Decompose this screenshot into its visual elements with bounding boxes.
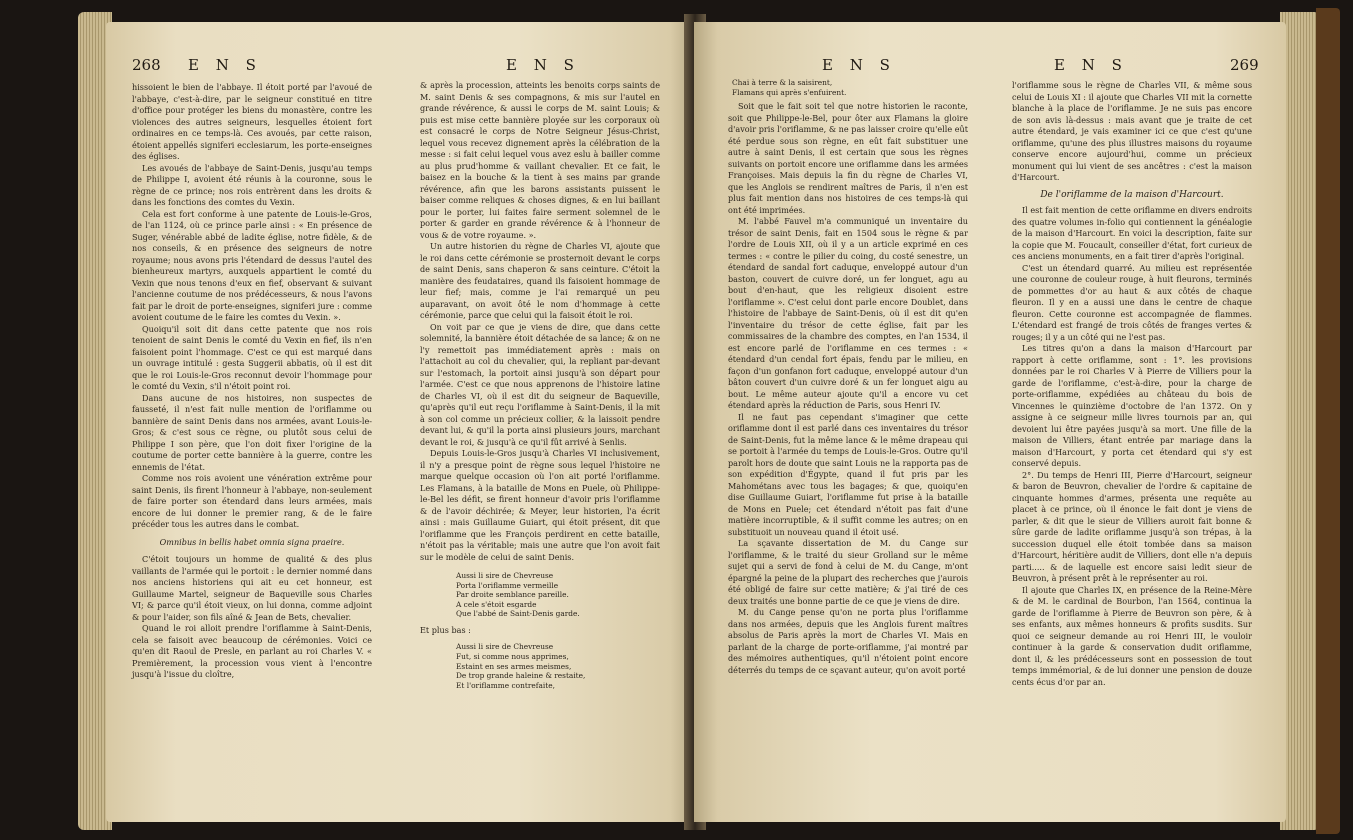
book-cover-edge	[1316, 8, 1340, 834]
paragraph: M. du Cange pense qu'on ne porta plus l'oriflamme dans nos armées, depuis que les Anglois furent maîtres absolus de Paris après la mort de Charles VI. Mais en parlant de la charge de porte-oriflamme, j'ai montré par des mémoires authentiques, qu'il n'étoient point encore déterrés du temps de ce sçavant auteur, qu'on avoit porté	[728, 607, 968, 675]
paragraph: Depuis Louis-le-Gros jusqu'à Charles VI inclusivement, il n'y a presque point de règne sous lequel l'histoire ne marque quelque occasion où l'on ait porté l'oriflamme. Les Flamans, à la bataille de Mons en Puele, où Philippe-le-Bel les défit, se firent honneur d'avoir pris l'oriflamme & de l'avoir déchirée; & Meyer, leur historien, l'a écrit ainsi : mais Guillaume Guiart, qui étoit présent, dit que l'oriflamme que les François perdirent en cette bataille, n'étoit pas la véritable; mais une autre que l'on avoit fait sur le modèle de celui de saint Denis.	[420, 448, 660, 562]
verse-line: Et l'oriflamme contrefaite,	[456, 680, 555, 690]
verse-line: Estaint en ses armes meismes,	[456, 661, 572, 671]
right-column-1	[728, 78, 968, 676]
right-column-2	[1012, 80, 1252, 688]
running-header-right: E N S	[1054, 56, 1128, 74]
section-heading: De l'oriflamme de la maison d'Harcourt.	[1040, 189, 1224, 200]
right-page	[694, 22, 1286, 822]
paragraph: C'étoit toujours un homme de qualité & des plus vaillants de l'armée qui le portoit : le dernier nommé dans nos anciens historiens qui ait eu cet honneur, est Guillaume Martel, seigneur de Baqueville sous Charles VI; & parce qu'il étoit vieux, on lui donna, comme adjoint & pour l'aider, son fils aîné & Jean de Bets, chevalier.	[132, 554, 372, 622]
paragraph: 2°. Du temps de Henri III, Pierre d'Harcourt, seigneur & baron de Beuvron, chevalier de l'ordre & capitaine de cinquante hommes d'armes, présenta une requête au placet à ce prince, où il énonce le fait dont je viens de parler, & dit que le sieur de Villiers auroit fait bonne & sûre garde de ladite oriflamme jusqu'à son trépas, à la succession duquel elle étoit tombée dans sa maison d'Harcourt, héritière audit de Villiers, dont elle n'a depuis parti..... & de laquelle est encore saisi ledit sieur de Beuvron, à présent prêt à le représenter au roi.	[1012, 469, 1252, 583]
paragraph: Les titres qu'on a dans la maison d'Harcourt par rapport à cette oriflamme, sont : 1°. les provisions données par le roi Charles V à Pierre de Villiers pour la garde de l'oriflamme, c'est-à-dire, pour la charge de porte-oriflamme, expédiées au château du bois de Vincennes le quinzième d'octobre de l'an 1372. On y assigne à ce seigneur mille livres tournois par an, qui devoient lui être payées jusqu'à sa mort. Une fille de la maison de Villiers, étant entrée par mariage dans la maison d'Harcourt, y porta cet étendard qui s'y est conservé depuis.	[1012, 343, 1252, 468]
verse-line: Porta l'oriflamme vermeille	[456, 580, 559, 590]
paragraph: Quoiqu'il soit dit dans cette patente que nos rois tenoient de saint Denis le comté du Vexin en fief, ils n'en faisoient point l'hommage. C'est ce qui est marqué dans un ouvrage intitulé : gesta Suggerii abbatis, où il est dit que le roi Louis-le-Gros reconnut devoir l'hommage pour le comté du Vexin, s'il n'étoit point roi.	[132, 323, 372, 391]
verse-line: A cele s'étoit esgarde	[456, 599, 537, 609]
paragraph: l'oriflamme sous le règne de Charles VII, & même sous celui de Louis XI : il ajoute que Charles VII mit la cornette blanche à la place de l'oriflamme. Je ne suis pas encore de son avis là-dessus : mais avant que je traite de cet autre étendard, je vais examiner ici ce que c'est qu'une oriflamme, qu'une des plus illustres maisons du royaume conserve encore aujourd'hui, comme un précieux monument qui lui vient de ses ancêtres : c'est la maison d'Harcourt.	[1012, 80, 1252, 182]
verse-line: Fut, si comme nous apprimes,	[456, 652, 569, 662]
right-page-edges	[1280, 12, 1320, 830]
paragraph: Dans aucune de nos histoires, non suspectes de fausseté, il n'est fait nulle mention de l'oriflamme ou bannière de saint Denis dans nos armées, avant Louis-le-Gros; & c'est sous ce règne, ou plutôt sous celui de Philippe I son père, que l'on doit fixer l'origine de la coutume de porter cette bannière à la guerre, contre les ennemis de l'état.	[132, 392, 372, 472]
paragraph: Cela est fort conforme à une patente de Louis-le-Gros, de l'an 1124, où ce prince parle ainsi : « En présence de Suger, vénérable abbé de ladite église, notre fidèle, & de nos conseils, & en présence des seigneurs de notre royaume; nous avons pris l'étendard de dessus l'autel des bienheureux martyrs, auxquels appartient le comté du Vexin que nous tenons d'eux en fief, observant & suivant l'ancienne coutume de nos prédécesseurs, & nous l'avons fait par le droit de porte-enseignes, signiferi jure : comme avoient coutume de le faire les comtes du Vexin. ».	[132, 208, 372, 322]
left-page	[106, 22, 694, 822]
paragraph: Et plus bas :	[420, 624, 471, 635]
page-number-left: 268	[132, 56, 161, 74]
latin-quote: Omnibus in bellis habet omnia signa praeire.	[159, 536, 345, 547]
verse-line: Aussi li sire de Chevreuse	[456, 642, 554, 652]
paragraph: La sçavante dissertation de M. du Cange sur l'oriflamme, & le traité du sieur Grolland sur le même sujet qui a servi de fond à celui de M. du Cange, m'ont épargné la peine de la plupart des recherches que j'aurois été obligé de faire sur cette matière; & j'ai tiré de ces deux traités une bonne partie de ce que je viens de dire.	[728, 538, 968, 606]
open-book	[18, 8, 1340, 834]
verse-line: Chai à terre & la saisirent,	[732, 78, 833, 87]
running-header-left: E N S	[188, 56, 262, 74]
paragraph: Il ajoute que Charles IX, en présence de la Reine-Mère & de M. le cardinal de Bourbon, l'an 1564, continua la garde de l'oriflamme à Pierre de Beuvron son père, & à ses enfants, aux mêmes honneurs & profits susdits. Sur quoi ce seigneur demande au roi Henri III, le vouloir continuer à la garde & conservation dudit oriflamme, dont il, & les prédécesseurs sont en possession de tout temps immémorial, & de lui donner une pension de douze cents écus d'or par an.	[1012, 584, 1252, 687]
verse-line: De trop grande haleine & restaite,	[456, 671, 586, 681]
running-header-right-center: E N S	[822, 56, 896, 74]
page-number-right: 269	[1230, 56, 1259, 74]
left-column-1	[132, 82, 372, 681]
verse-line: Flamans qui après s'enfuirent.	[732, 87, 847, 97]
verse-line: Aussi li sire de Chevreuse	[456, 571, 554, 580]
paragraph: Soit que le fait soit tel que notre historien le raconte, soit que Philippe-le-Bel, pour ôter aux Flamans la gloire d'avoir pris l'oriflamme, & ne pas laisser croire qu'elle eût été perdue sous son règne, en eût fait substituer une autre à saint Denis, il est certain que sous les règnes suivants on portoit encore une oriflamme dans les armées Françoises. Mais depuis la fin du règne de Charles VI, que les Anglois se rendirent maîtres de Paris, il n'en est plus fait mention dans nos histoires de ces temps-là qui ont été imprimées.	[728, 101, 968, 215]
paragraph: M. l'abbé Fauvel m'a communiqué un inventaire du trésor de saint Denis, fait en 1504 sous le règne & par l'ordre de Louis XII, où il y a un article exprimé en ces termes : « contre le pilier du coing, du costé senestre, un étendard de sandal fort caduque, enveloppé autour d'un baston, couvert de cuivre doré, un fer longuet, agu au bout d'en-haut, que les religieux disoient estre l'oriflamme ». C'est celui dont parle encore Doublet, dans l'histoire de l'abbaye de Saint-Denis, où il est dit qu'en l'inventaire du trésor de cette église, fait par les commissaires de la chambre des comptes, en l'an 1534, il est encore parlé de l'oriflamme en ces termes : « étendard d'un cendal fort épais, fendu par le milieu, en façon d'un gonfanon fort caduque, enveloppé autour d'un bâton couvert d'un cuivre doré & un fer longuet aigu au bout. Le même auteur ajoute qu'il a encore vu cet étendard après la réduction de Paris, sous Henri IV.	[728, 216, 968, 411]
paragraph: Comme nos rois avoient une vénération extrême pour saint Denis, ils firent l'honneur à l'abbaye, non-seulement de faire porter son étendard dans leurs armées, mais encore de lui donner le premier rang, & de le faire précéder tous les autres dans le combat.	[132, 473, 372, 529]
verse-line: Que l'abbé de Saint-Denis garde.	[456, 609, 580, 619]
verse-line: Par droite semblance pareille.	[456, 590, 569, 600]
paragraph: Il est fait mention de cette oriflamme en divers endroits des quatre volumes in-folio qui contiennent la généalogie de la maison d'Harcourt. En voici la description, faite sur la copie que M. Foucault, conseiller d'état, fort curieux de ces anciens monuments, en a fait tirer d'après l'original.	[1012, 205, 1252, 261]
paragraph: Il ne faut pas cependant s'imaginer que cette oriflamme dont il est parlé dans ces inventaires du trésor de Saint-Denis, fut la même lance & le même drapeau qui se portoit à l'armée du temps de Louis-le-Gros. Outre qu'il paroît hors de doute que saint Louis ne la rapporta pas de son expédition d'Égypte, quand il fut pris par les Mahométans avec tous les bagages; & que, quoiqu'en dise Guillaume Guiart, l'oriflamme fut prise à la bataille de Mons en Puele; cet étendard n'étoit pas fait d'une matière incorruptible, & il suffit comme les autres; on en substituoit un nouveau quand il étoit usé.	[728, 411, 968, 537]
left-column-2	[420, 80, 660, 690]
paragraph: Un autre historien du règne de Charles VI, ajoute que le roi dans cette cérémonie se prosternoit devant le corps de saint Denis, sans chaperon & sans ceinture. C'étoit la manière des feudataires, quand ils faisoient hommage de leur fief; mais, comme je l'ai remarqué un peu auparavant, on avoit ôté le nom d'hommage à cette cérémonie, parce que celui qui la faisoit étoit le roi.	[420, 241, 660, 320]
paragraph: C'est un étendard quarré. Au milieu est représentée une couronne de couleur rouge, à huit fleurons, terminés de pommettes d'or au haut & aux côtés de chaque fleuron. Il y en a aussi une dans le centre de chaque fleuron. Cette couronne est accompagnée de flammes. L'étendard est frangé de trois côtés de franges vertes & rouges; il y a un côté qui ne l'est pas.	[1012, 262, 1252, 342]
paragraph: Les avoués de l'abbaye de Saint-Denis, jusqu'au temps de Philippe I, avoient été réunis à la couronne, sous le règne de ce prince; nos rois entrèrent dans les droits & dans les fonctions des comtes du Vexin.	[132, 162, 372, 207]
running-header-left-center: E N S	[506, 56, 580, 74]
paragraph: On voit par ce que je viens de dire, que dans cette solemnité, la bannière étoit détachée de sa lance; & on ne l'y remettoit pas immédiatement après : mais on l'attachoit au col du chevalier, qui, la repliant par-devant sur l'estomach, la portoit ainsi jusqu'à son départ pour l'armée. C'est ce que nous apprenons de l'histoire latine de Charles VI, où il est dit du seigneur de Baqueville, qu'après qu'il eut reçu l'oriflamme à Saint-Denis, il la mit à son col comme un précieux collier, & la laissoit pendre devant lui, & qu'il la porta ainsi plusieurs jours, marchant devant le roi, & jusqu'à ce qu'il fût arrivé à Senlis.	[420, 321, 660, 447]
paragraph: Quand le roi alloit prendre l'oriflamme à Saint-Denis, cela se faisoit avec beaucoup de cérémonies. Voici ce qu'en dit Raoul de Presle, en parlant au roi Charles V. « Premièrement, la procession vous vient à l'encontre jusqu'à l'issue du cloître,	[132, 623, 372, 679]
paragraph: & après la procession, atteints les benoits corps saints de M. saint Denis & ses compagnons, & mis sur l'autel en grande révérence, & aussi le corps de M. saint Louis; & puis est mise cette bannière ployée sur les corporaux où est consacré le corps de Notre Seigneur Jésus-Christ, lequel vous recevez dignement après la célébration de la messe : si fait celui lequel vous avez eslu à bailler comme au plus prud'homme & vaillant chevalier. Et ce fait, le baisez en la bouche & la tient à ses mains par grande révérence, afin que les barons assistants puissent le baiser comme reliques & choses dignes, & en lui baillant pour le porter, lui faites faire serment solemnel de le porter & garder en grande révérence & à l'honneur de vous & de votre royaume. ».	[420, 80, 660, 240]
paragraph: hissoient le bien de l'abbaye. Il étoit porté par l'avoué de l'abbaye, c'est-à-dire, par le seigneur constitué en titre d'office pour protéger les biens du monastère, contre les violences des autres seigneurs, lesquelles étoient fort ordinaires en ce temps-là. Ces avoués, par cette raison, étoient appellés signiferi ecclesiarum, les porte-enseignes des églises.	[132, 82, 372, 161]
